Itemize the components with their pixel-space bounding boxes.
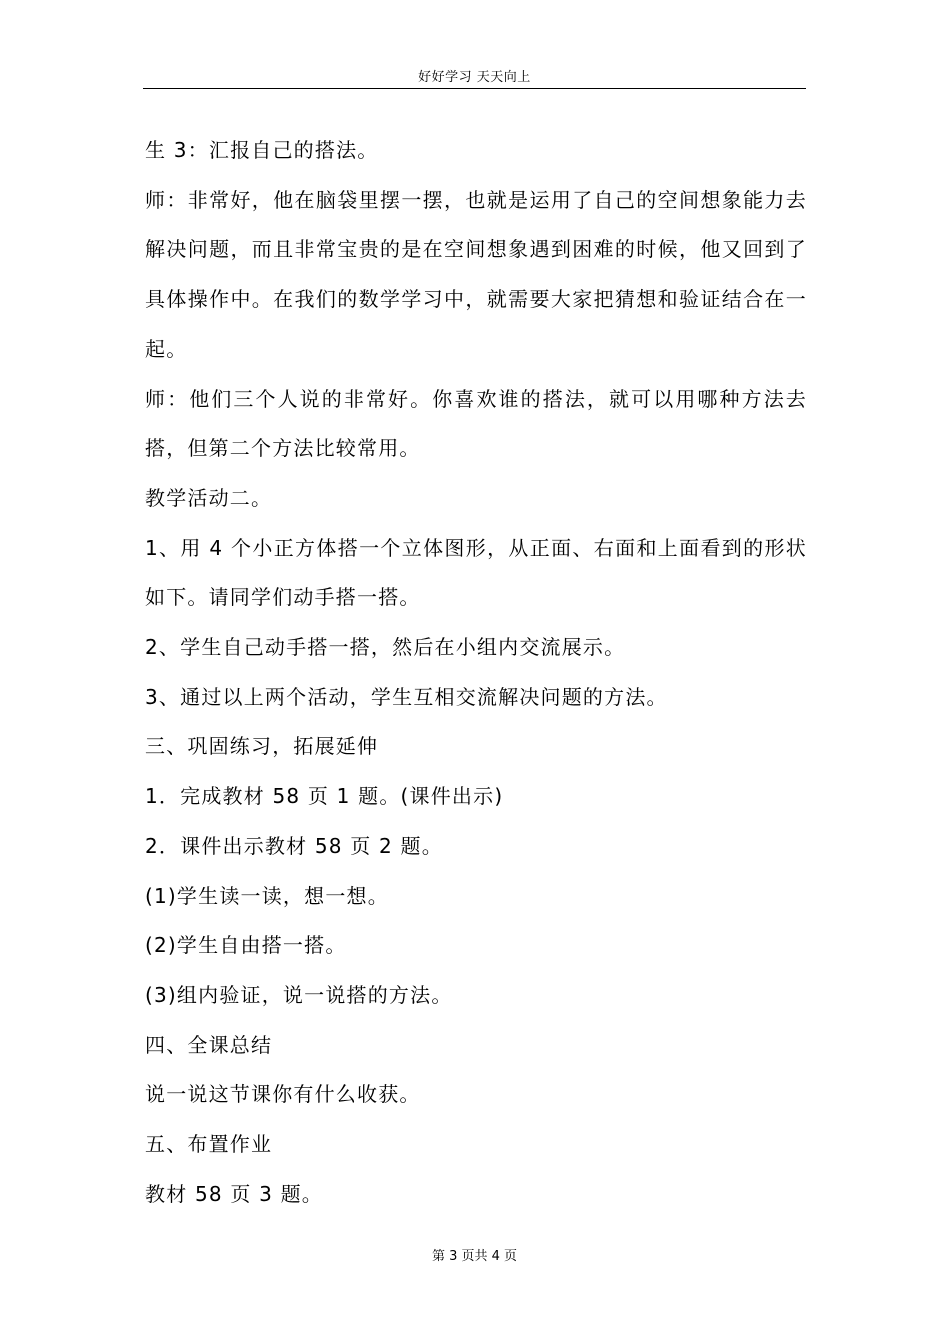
paragraph-summary-prompt: 说一说这节课你有什么收获。 (145, 1082, 421, 1107)
list-item-activity-1: 1、用 4 个小正方体搭一个立体图形，从正面、右面和上面看到的形状如下。请同学们动手搭一搭。 (145, 535, 807, 610)
heading-section-three: 三、巩固练习，拓展延伸 (145, 734, 379, 759)
list-item-activity-2: 2、学生自己动手搭一搭，然后在小组内交流展示。 (145, 635, 626, 660)
list-item-step-3: (3)组内验证，说一说搭的方法。 (145, 982, 453, 1007)
page-footer: 第 3 页共 4 页 (431, 1249, 518, 1264)
paragraph-teacher-methods: 师：他们三个人说的非常好。你喜欢谁的搭法，就可以用哪种方法去搭，但第二个方法比较常用。 (145, 386, 807, 461)
paragraph-student-3-report: 生 3：汇报自己的搭法。 (145, 138, 379, 162)
list-item-exercise-2: 2．课件出示教材 58 页 2 题。 (145, 833, 443, 858)
page-header: 好好学习 天天向上 (418, 70, 531, 85)
header-divider (143, 88, 806, 89)
list-item-step-2: (2)学生自由搭一搭。 (145, 933, 347, 958)
list-item-activity-3: 3、通过以上两个活动，学生互相交流解决问题的方法。 (145, 684, 668, 709)
heading-section-five: 五、布置作业 (145, 1132, 273, 1157)
list-item-exercise-1: 1．完成教材 58 页 1 题。(课件出示) (145, 784, 504, 809)
paragraph-homework: 教材 58 页 3 题。 (145, 1181, 324, 1206)
list-item-step-1: (1)学生读一读，想一想。 (145, 883, 389, 908)
document-body (145, 126, 807, 1219)
heading-activity-two: 教学活动二。 (145, 485, 273, 510)
paragraph-teacher-praise: 师：非常好，他在脑袋里摆一摆，也就是运用了自己的空间想象能力去解决问题，而且非常宝贵的是在空间想象遇到困难的时候，他又回到了具体操作中。在我们的数学学习中，就需要大家把猜想和验证结合在一起。 (145, 187, 807, 361)
heading-section-four: 四、全课总结 (145, 1032, 273, 1057)
